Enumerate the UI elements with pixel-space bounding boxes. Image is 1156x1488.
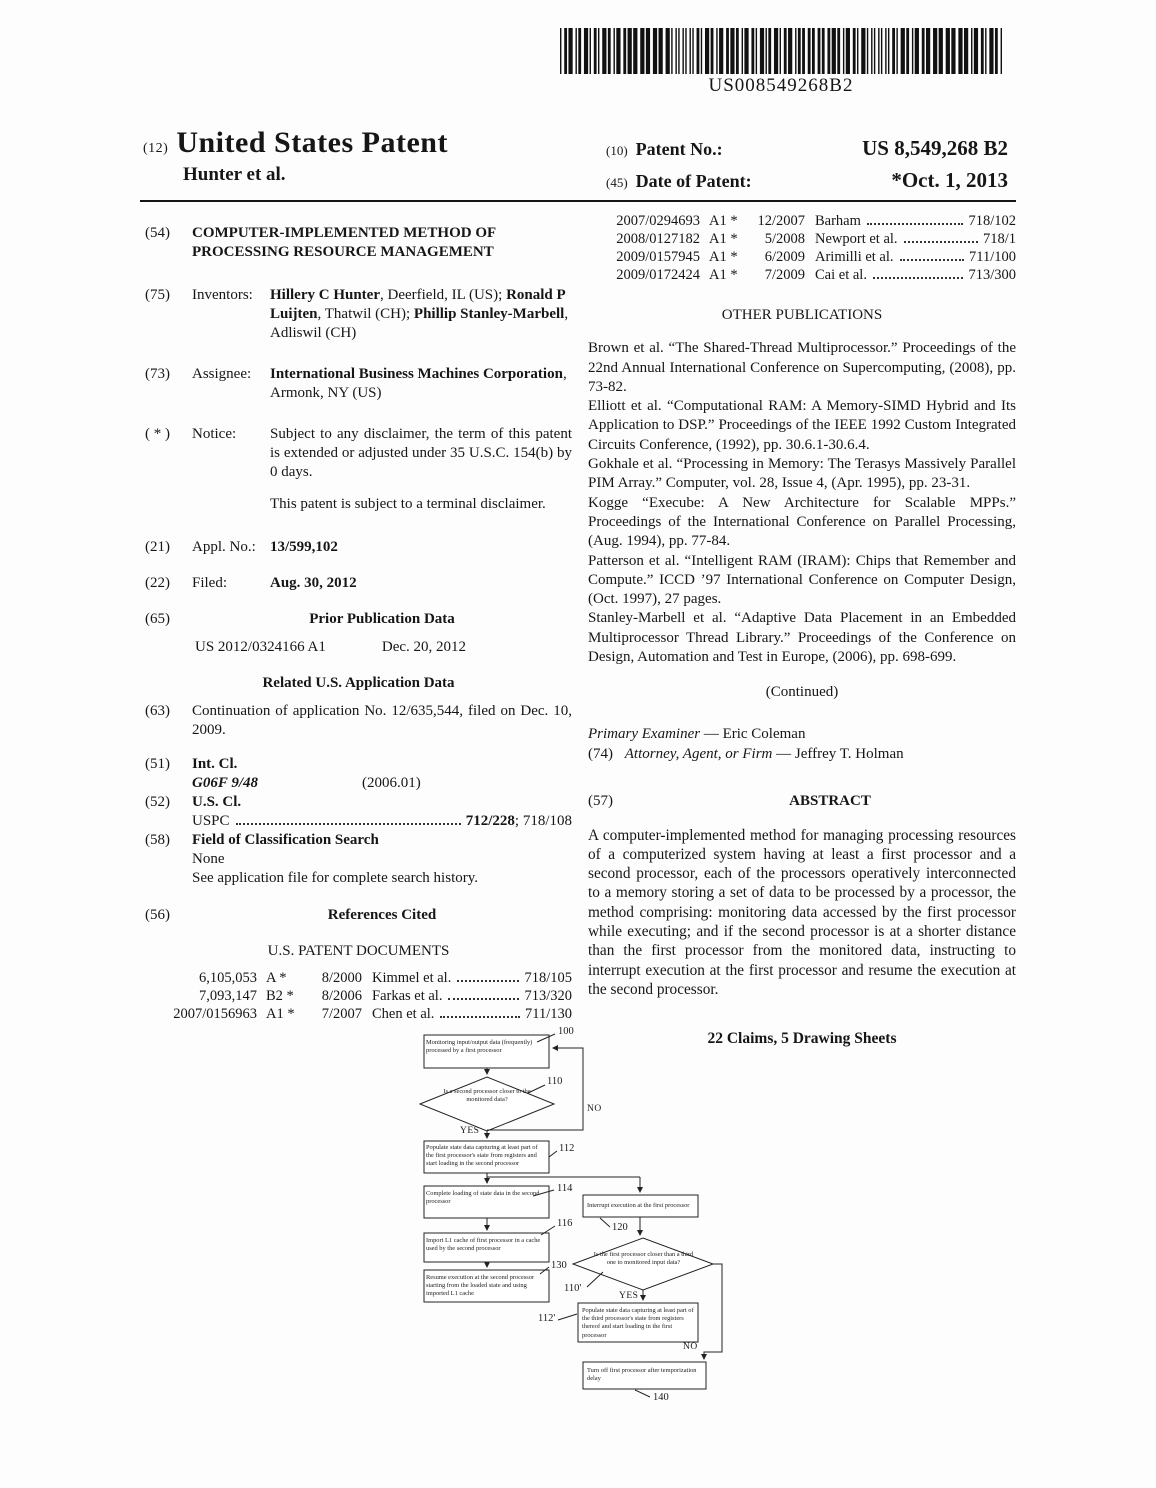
field-21-code: (21) <box>145 539 170 555</box>
field-51-int-cl <box>145 755 572 774</box>
ref-numeral-140: 140 <box>653 1392 669 1403</box>
field-54-code: (54) <box>145 225 170 241</box>
field-22-filed <box>145 574 572 593</box>
barcode-bars-image <box>560 28 1002 74</box>
search-label: Field of Classification Search <box>192 832 379 848</box>
citation-row: 6,105,053 A * 8/2000 Kimmel et al. 718/105 <box>199 970 572 986</box>
citation-row: 7,093,147 B2 * 8/2006 Farkas et al. 713/320 <box>199 988 572 1004</box>
claims-note: 22 Claims, 5 Drawing Sheets <box>707 1030 897 1048</box>
yes-branch-label: YES <box>460 1126 480 1136</box>
patent-date-row <box>606 168 1008 193</box>
header-right <box>606 136 1008 200</box>
barcode-number: US008549268B2 <box>708 75 854 96</box>
publication-ref: Stanley-Marbell et al. “Adaptive Data Placement in an Embedded Multiprocessor Thread Library.” Proceedings of the Conference on Design, Automation and Test in Europe, (2006), pp. 698-699. <box>588 610 1016 666</box>
appl-no-value: 13/599,102 <box>270 539 338 555</box>
field-57-code: (57) <box>588 793 613 810</box>
field-65-prior-pub <box>145 610 572 629</box>
int-cl-version: (2006.01) <box>361 775 421 791</box>
flow-decision-110: Is a second processor closer to the monitored data? <box>443 1088 531 1104</box>
search-none: None <box>192 851 225 867</box>
assignee-value: International Business Machines Corporation, Armonk, NY (US) <box>270 366 567 401</box>
ref-numeral-130: 130 <box>551 1260 567 1271</box>
ref-numeral-110: 110 <box>547 1076 563 1087</box>
abstract-text: A computer-implemented method for managing processing resources of a computerized system having at least a first processor and a second processor, each of the processors operatively interconnected to a memory storing a set of data to be processed by a processor, the method comprising: monitoring data accessed by the first processor while executing; and if the second processor is at a shorter distance than the first processor from the monitored data, instructing to interrupt execution at the first processor and resume the execution at the second processor. <box>588 826 1016 998</box>
flow-step-100: Monitoring input/output data (frequently) processed by a first processor <box>426 1039 533 1055</box>
publication-ref: Brown et al. “The Shared-Thread Multiprocessor.” Proceedings of the 22nd Annual International Conference on Supercomputing, (2008), pp. 73-82. <box>588 340 1016 395</box>
header-divider <box>140 200 1016 202</box>
patent-number-value: US 8,549,268 B2 <box>862 136 1008 160</box>
patent-date-value: *Oct. 1, 2013 <box>891 168 1008 192</box>
field-63-code: (63) <box>145 703 170 719</box>
related-data-heading: Related U.S. Application Data <box>262 675 455 691</box>
ref-numeral-112: 112 <box>559 1143 575 1154</box>
us-docs-left-list <box>145 969 572 1023</box>
field-74-code: (74) <box>588 745 613 762</box>
notice-text-1: Subject to any disclaimer, the term of this patent is extended or adjusted under 35 U.S.C. 154(b) by 0 days. <box>270 426 572 480</box>
field-56-code: (56) <box>145 907 170 923</box>
uspc-label: USPC <box>192 813 230 829</box>
flow-step-120: Interrupt execution at the first processor <box>587 1202 690 1209</box>
field-51-code: (51) <box>145 756 170 772</box>
field-code-45: (45) <box>606 175 628 190</box>
citation-row: 2009/0172424 A1 * 7/2009 Cai et al. 713/300 <box>616 267 1016 283</box>
continued-note: (Continued) <box>765 684 839 701</box>
patent-number-label: Patent No.: <box>635 139 723 159</box>
abstract-heading: ABSTRACT <box>789 793 871 810</box>
field-notice <box>145 425 572 482</box>
ref-numeral-116: 116 <box>557 1218 573 1229</box>
inventors-value: Hillery C Hunter, Deerfield, IL (US); Ronald P Luijten, Thatwil (CH); Phillip Stanley-Marbell, Adliswil (CH) <box>270 287 569 341</box>
field-73-assignee <box>145 365 572 403</box>
field-73-code: (73) <box>145 366 170 382</box>
ref-numeral-110p: 110' <box>564 1283 582 1294</box>
citation-row: 2007/0156963 A1 * 7/2007 Chen et al. 711/130 <box>173 1006 572 1022</box>
flow-step-112: Populate state data capturing at least part of the first processor's state from registers and start loading in the second processor <box>426 1144 538 1168</box>
prior-pub-row <box>145 638 572 657</box>
uspc-primary: 712/228 <box>465 813 515 829</box>
examiner-name: — Eric Coleman <box>700 725 806 742</box>
barcode <box>560 28 1002 94</box>
prior-pub-date: Dec. 20, 2012 <box>381 639 467 655</box>
field-75-inventors <box>145 286 572 343</box>
ref-numeral-100: 100 <box>558 1026 574 1037</box>
left-column <box>145 214 572 1023</box>
field-63-continuation <box>145 702 572 740</box>
right-column <box>588 212 1016 1049</box>
int-cl-class: G06F 9/48 <box>192 775 258 791</box>
notice-text-2: This patent is subject to a terminal disclaimer. <box>270 496 546 512</box>
citation-row: 2007/0294693 A1 * 12/2007 Barham 718/102 <box>616 213 1016 229</box>
flow-step-116: Import L1 cache of first processor in a cache used by the second processor <box>426 1237 541 1253</box>
publication-ref: Elliott et al. “Computational RAM: A Memory-SIMD Hybrid and Its Application to DSP.” Proceedings of the IEEE 1992 Custom Integrated Circuits Conference, (1992), pp. 30.6.1-30.6.4. <box>588 398 1016 453</box>
assignee-label: Assignee: <box>192 366 252 382</box>
flowchart-lines <box>400 1020 760 1450</box>
field-22-code: (22) <box>145 575 170 591</box>
attorney-name: — Jeffrey T. Holman <box>772 745 904 762</box>
field-notice-2 <box>145 495 572 514</box>
yes-branch-label-2: YES <box>619 1291 639 1301</box>
int-cl-label: Int. Cl. <box>192 756 238 772</box>
figure-flowchart <box>400 1020 760 1450</box>
field-54-title <box>145 224 572 262</box>
field-65-code: (65) <box>145 611 170 627</box>
field-52-us-cl <box>145 793 572 812</box>
examiner-label: Primary Examiner <box>588 725 701 742</box>
attorney-label: Attorney, Agent, or Firm <box>624 745 773 762</box>
uspc-row <box>145 812 572 831</box>
flow-decision-110p: Is the first processor closer than a third one to monitored input data? <box>593 1251 694 1267</box>
no-branch-label: NO <box>587 1104 602 1114</box>
ref-numeral-120: 120 <box>612 1222 628 1233</box>
uspc-secondary: ; 718/108 <box>514 813 572 829</box>
kind-title: United States Patent <box>176 126 448 159</box>
citation-row: 2009/0157945 A1 * 6/2009 Arimilli et al. 711/100 <box>616 249 1016 265</box>
notice-label: Notice: <box>192 426 237 442</box>
citation-row: 2008/0127182 A1 * 5/2008 Newport et al. 718/1 <box>616 231 1016 247</box>
notice-code: ( * ) <box>145 426 170 442</box>
field-58-code: (58) <box>145 832 170 848</box>
examiner-row <box>588 725 1016 744</box>
continuation-text: Continuation of application No. 12/635,544, filed on Dec. 10, 2009. <box>192 703 572 738</box>
field-58-search <box>145 831 572 850</box>
inventor-short: Hunter et al. <box>183 164 286 185</box>
publication-ref: Kogge “Execube: A New Architecture for Scalable MPPs.” Proceedings of the International Conference on Parallel Processing, (Aug. 1994), pp. 77-84. <box>588 494 1016 550</box>
prior-pub-heading: Prior Publication Data <box>309 611 455 627</box>
field-code-10: (10) <box>606 143 628 158</box>
field-57-abstract <box>588 792 1016 811</box>
patent-date-label: Date of Patent: <box>635 171 752 191</box>
int-cl-row <box>145 774 572 793</box>
appl-no-label: Appl. No.: <box>192 539 256 555</box>
flow-step-114: Complete loading of state data in the second processor <box>426 1190 540 1206</box>
ref-numeral-114: 114 <box>557 1183 573 1194</box>
field-75-code: (75) <box>145 287 170 303</box>
no-branch-label-2: NO <box>683 1342 698 1352</box>
publication-ref: Patterson et al. “Intelligent RAM (IRAM): Chips that Remember and Compute.” ICCD ’97 International Conference on Computer Design, (Oct. 1997), 27 pages. <box>588 552 1016 608</box>
kind-code: (12) <box>143 141 169 156</box>
search-see-text: See application file for complete search history. <box>192 870 479 886</box>
search-none-row <box>145 850 572 869</box>
other-pubs-list <box>588 339 1016 667</box>
other-pubs-heading: OTHER PUBLICATIONS <box>721 307 883 323</box>
attorney-row <box>588 745 1016 764</box>
header-left <box>143 126 603 186</box>
publication-ref: Gokhale et al. “Processing in Memory: The Terasys Massively Parallel PIM Array.” Computer, vol. 28, Issue 4, (Apr. 1995), pp. 23-31. <box>588 456 1016 492</box>
invention-title: COMPUTER-IMPLEMENTED METHOD OF PROCESSING RESOURCE MANAGEMENT <box>192 225 497 260</box>
leader-dots <box>236 823 461 825</box>
document-kind <box>143 126 603 160</box>
us-docs-right-list <box>588 212 1016 284</box>
filed-value: Aug. 30, 2012 <box>270 575 357 591</box>
ref-numeral-112p: 112' <box>538 1313 556 1324</box>
field-21-appl-no <box>145 538 572 557</box>
patent-number-row <box>606 136 1008 161</box>
field-56-references <box>145 906 572 925</box>
search-see-row <box>145 869 572 888</box>
us-docs-heading: U.S. PATENT DOCUMENTS <box>267 943 450 959</box>
us-cl-label: U.S. Cl. <box>192 794 242 810</box>
prior-pub-number: US 2012/0324166 A1 <box>195 639 326 655</box>
references-heading: References Cited <box>327 907 437 923</box>
flow-step-130: Resume execution at the second processor starting from the loaded state and using imported L1 cache <box>426 1274 535 1298</box>
flow-step-112p: Populate state data capturing at least part of the third processor's state from registers thereof and start loading in the first processor <box>582 1307 694 1339</box>
inventors-label: Inventors: <box>192 287 253 303</box>
filed-label: Filed: <box>192 575 228 591</box>
flow-step-140: Turn off first processor after temporization delay <box>587 1367 697 1383</box>
field-52-code: (52) <box>145 794 170 810</box>
